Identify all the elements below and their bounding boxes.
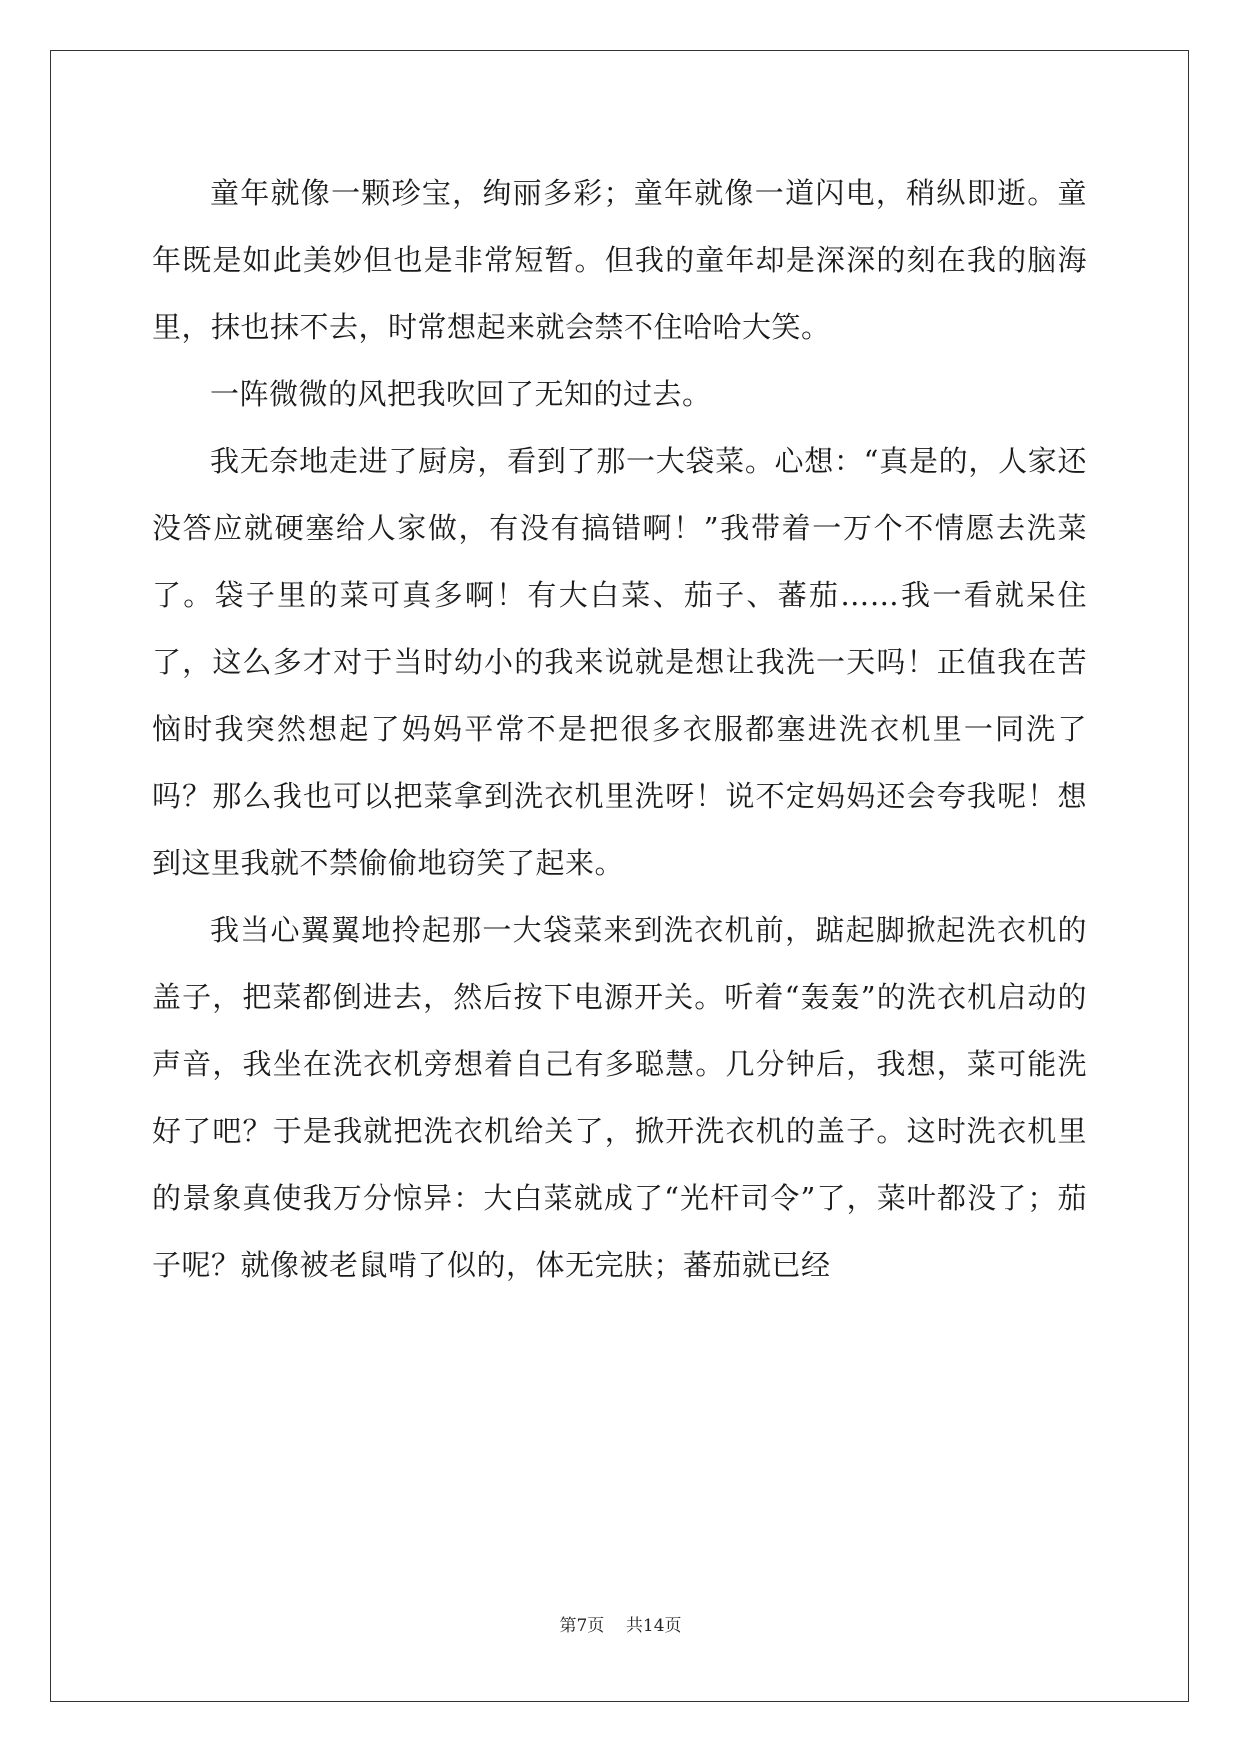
- paragraph: 我当心翼翼地拎起那一大袋菜来到洗衣机前，踮起脚掀起洗衣机的盖子，把菜都倒进去，然后按下电源开关。听着“轰轰”的洗衣机启动的声音，我坐在洗衣机旁想着自己有多聪慧。几分钟后，我想，菜可能洗好了吧？于是我就把洗衣机给关了，掀开洗衣机的盖子。这时洗衣机里的景象真使我万分惊异：大白菜就成了“光杆司令”了，菜叶都没了；茄子呢？就像被老鼠啃了似的，体无完肤；蕃茄就已经: [152, 913, 1087, 1282]
- paragraph: 一阵微微的风把我吹回了无知的过去。: [210, 377, 712, 411]
- page-footer: [0, 1611, 1241, 1636]
- document-body: [152, 160, 1087, 1299]
- page-number: 第7页: [559, 1616, 605, 1636]
- paragraph: 童年就像一颗珍宝，绚丽多彩；童年就像一道闪电，稍纵即逝。童年既是如此美妙但也是非常短暂。但我的童年却是深深的刻在我的脑海里，抹也抹不去，时常想起来就会禁不住哈哈大笑。: [152, 176, 1087, 344]
- paragraph: 我无奈地走进了厨房，看到了那一大袋菜。心想：“真是的，人家还没答应就硬塞给人家做，有没有搞错啊！”我带着一万个不情愿去洗菜了。袋子里的菜可真多啊！有大白菜、茄子、蕃茄……我一看就呆住了，这么多才对于当时幼小的我来说就是想让我洗一天吗！正值我在苦恼时我突然想起了妈妈平常不是把很多衣服都塞进洗衣机里一同洗了吗？那么我也可以把菜拿到洗衣机里洗呀！说不定妈妈还会夸我呢！想到这里我就不禁偷偷地窃笑了起来。: [152, 444, 1087, 880]
- page-total: 共14页: [625, 1616, 682, 1636]
